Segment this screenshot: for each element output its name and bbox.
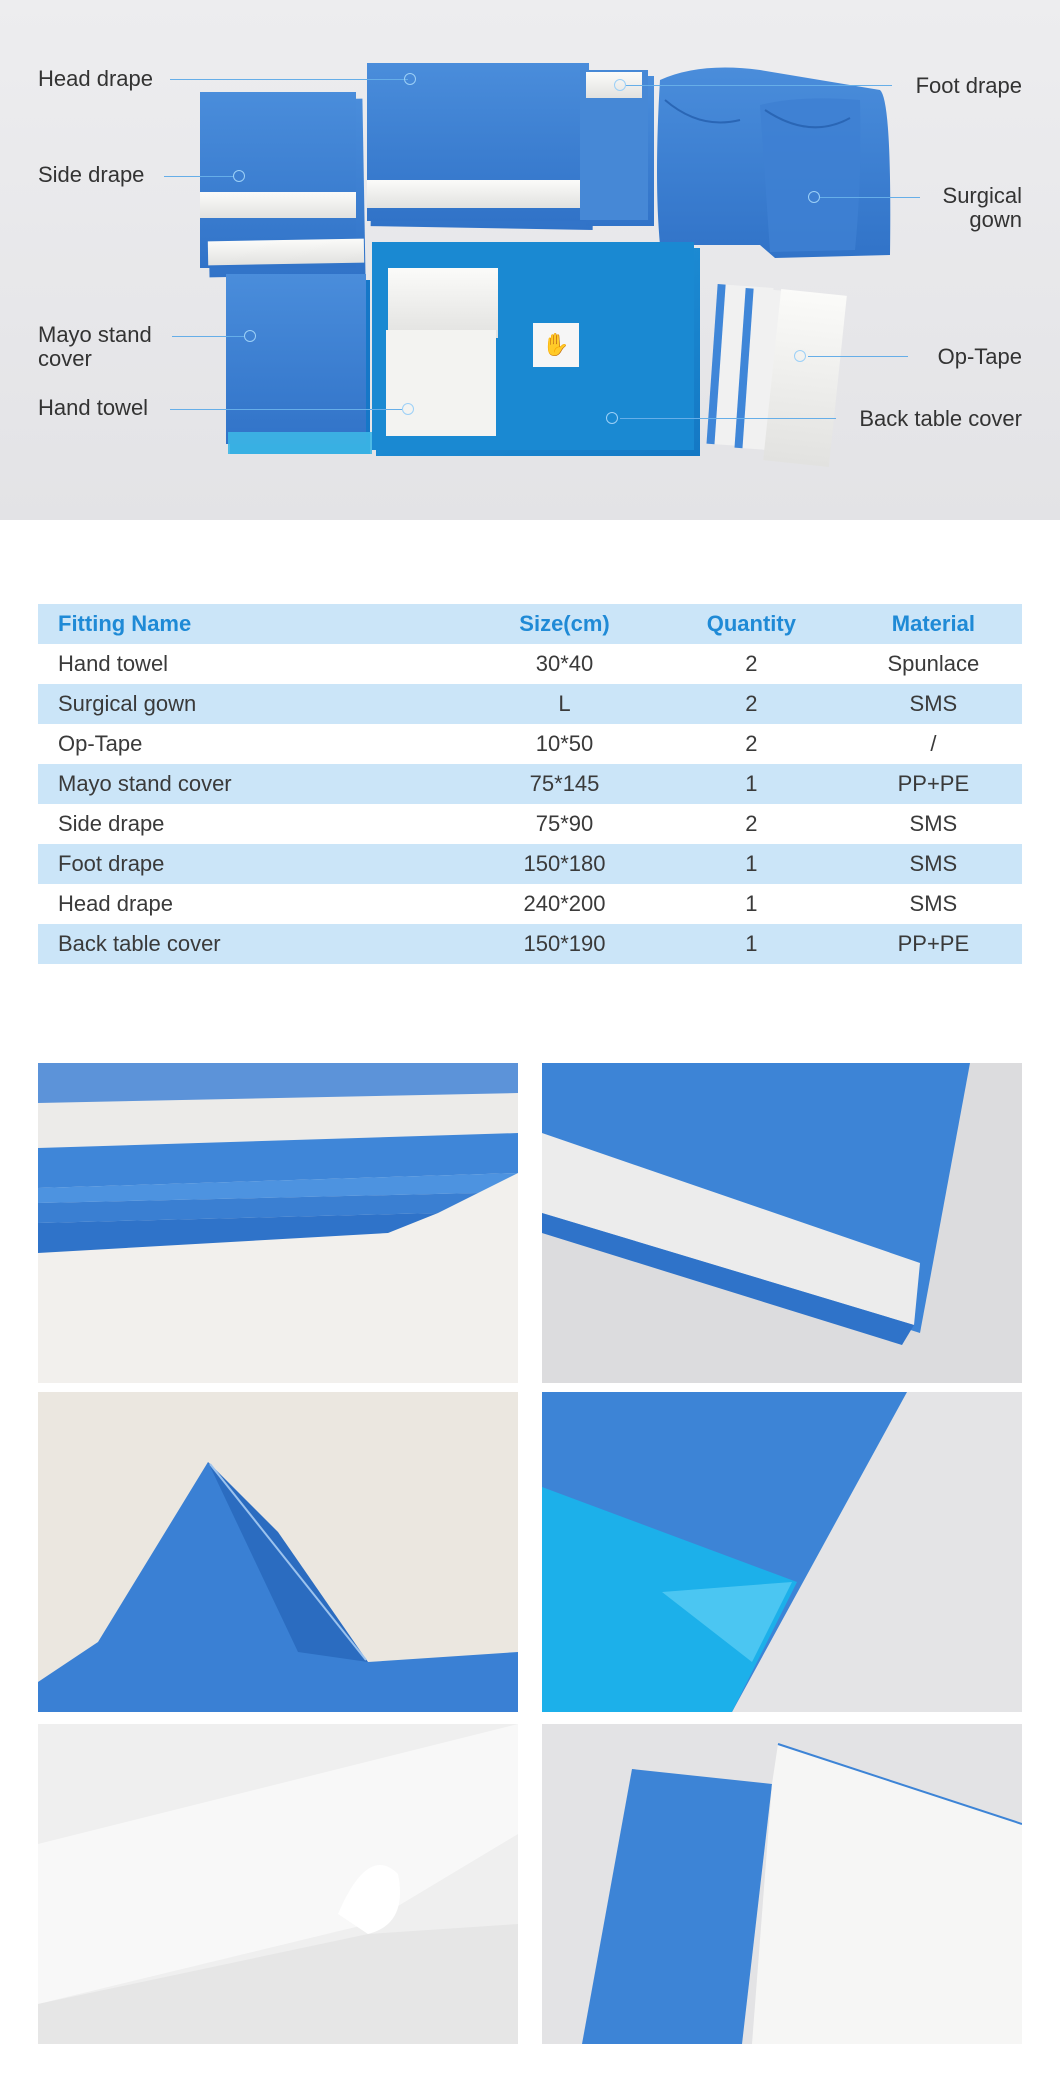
surgical-gown-item	[657, 68, 890, 258]
cell-fitting-name: Op-Tape	[58, 731, 143, 756]
svg-text:✋: ✋	[542, 333, 570, 358]
cell-quantity: 2	[745, 731, 758, 756]
cell-quantity: 1	[745, 771, 758, 796]
cell-material: SMS	[909, 891, 958, 916]
cell-size: 75*145	[529, 771, 600, 796]
marker-hand-towel	[402, 403, 414, 415]
cell-fitting-name: Head drape	[58, 891, 173, 916]
table-header-row	[38, 604, 1022, 644]
label-op-tape: Op-Tape	[937, 344, 1022, 369]
table-row	[38, 764, 1022, 804]
leader-mayo-stand-cover	[172, 336, 244, 337]
leader-side-drape	[164, 176, 234, 177]
cell-quantity: 2	[745, 651, 758, 676]
label-mayo-stand-cover: Mayo stand cover	[38, 322, 152, 371]
marker-surgical-gown	[808, 191, 820, 203]
cell-material: SMS	[909, 811, 958, 836]
cell-quantity: 1	[745, 851, 758, 876]
cell-size: L	[558, 691, 571, 716]
marker-side-drape	[233, 170, 245, 182]
marker-back-table-cover	[606, 412, 618, 424]
label-foot-drape: Foot drape	[915, 73, 1022, 98]
leader-back-table-cover	[620, 418, 836, 419]
detail-photo-hand-towel	[38, 1724, 518, 2044]
product-diagram	[0, 0, 1060, 520]
table-row	[38, 844, 1022, 884]
side-drape-item	[200, 92, 365, 277]
label-head-drape: Head drape	[38, 66, 153, 91]
table-row	[38, 724, 1022, 764]
marker-head-drape	[404, 73, 416, 85]
table-row	[38, 644, 1022, 684]
leader-op-tape	[808, 356, 908, 357]
header-material: Material	[891, 611, 975, 636]
cell-material: Spunlace	[887, 651, 980, 676]
label-back-table-cover: Back table cover	[859, 406, 1022, 431]
cell-fitting-name: Surgical gown	[58, 691, 197, 716]
cell-size: 150*180	[523, 851, 606, 876]
cell-size: 240*200	[523, 891, 606, 916]
cell-size: 150*190	[523, 931, 606, 956]
cell-quantity: 1	[745, 891, 758, 916]
detail-photo-drape-with-strip	[542, 1063, 1022, 1383]
table-row	[38, 804, 1022, 844]
cell-material: /	[930, 731, 937, 756]
label-hand-towel: Hand towel	[38, 395, 149, 420]
back-table-cover-item	[372, 242, 700, 456]
cell-fitting-name: Back table cover	[58, 931, 221, 956]
detail-photo-op-tape	[542, 1724, 1022, 2044]
head-drape-item	[367, 63, 595, 230]
op-tape-item	[706, 284, 846, 467]
cell-material: SMS	[909, 851, 958, 876]
label-surgical-gown: Surgical gown	[942, 183, 1022, 232]
marker-mayo-stand-cover	[244, 330, 256, 342]
detail-photo-gown-seam	[38, 1392, 518, 1712]
table-row	[38, 884, 1022, 924]
cell-fitting-name: Mayo stand cover	[58, 771, 232, 796]
product-photo	[0, 0, 1060, 520]
cell-quantity: 1	[745, 931, 758, 956]
detail-photo-reinforced-pe-layer	[542, 1392, 1022, 1712]
header-fitting-name: Fitting Name	[58, 611, 192, 636]
cell-quantity: 2	[745, 811, 758, 836]
label-side-drape: Side drape	[38, 162, 145, 187]
cell-fitting-name: Foot drape	[58, 851, 165, 876]
table-row	[38, 924, 1022, 964]
table-row	[38, 684, 1022, 724]
leader-surgical-gown	[820, 197, 920, 198]
cell-material: PP+PE	[897, 931, 970, 956]
cell-fitting-name: Side drape	[58, 811, 165, 836]
cell-fitting-name: Hand towel	[58, 651, 169, 676]
cell-size: 75*90	[535, 811, 594, 836]
marker-foot-drape	[614, 79, 626, 91]
spec-table	[38, 604, 1022, 964]
cell-size: 10*50	[535, 731, 594, 756]
cell-material: PP+PE	[897, 771, 970, 796]
cell-material: SMS	[909, 691, 958, 716]
leader-foot-drape	[626, 85, 892, 86]
marker-op-tape	[794, 350, 806, 362]
detail-photo-folded-drape-edge	[38, 1063, 518, 1383]
cell-quantity: 2	[745, 691, 758, 716]
header-quantity: Quantity	[706, 611, 796, 636]
mayo-stand-cover-item	[226, 274, 372, 454]
header-size: Size(cm)	[519, 611, 610, 636]
foot-drape-item	[580, 70, 654, 226]
leader-head-drape	[170, 79, 408, 80]
leader-hand-towel	[170, 409, 402, 410]
cell-size: 30*40	[535, 651, 594, 676]
